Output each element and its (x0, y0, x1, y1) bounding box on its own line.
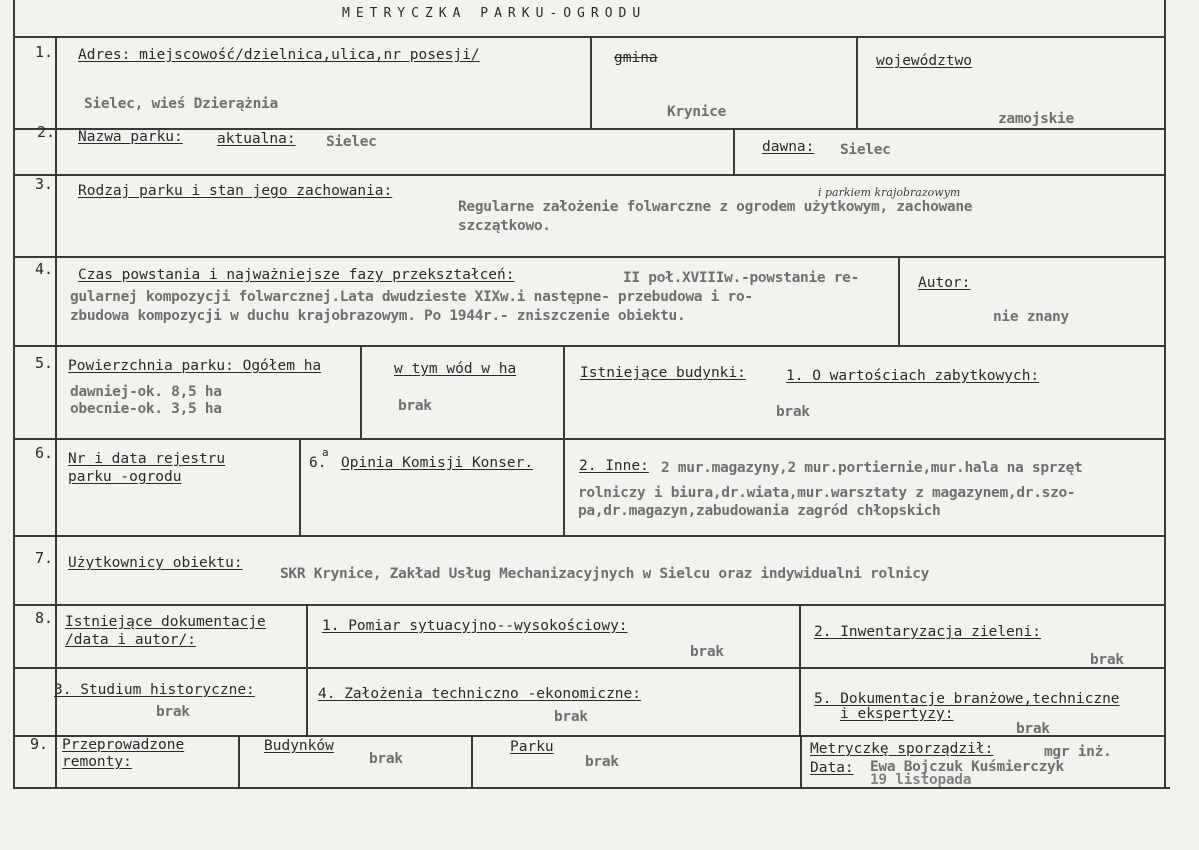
prepared-by-title: mgr inż. (1044, 744, 1112, 760)
users-label: Użytkownicy obiektu: (68, 555, 243, 571)
former-name-value: Sielec (840, 142, 891, 158)
section-number-9: 9. (30, 735, 49, 753)
col-sep-8b (799, 604, 801, 736)
buildings-label: Istniejące budynki: (580, 365, 746, 381)
water-label: w tym wód w ha (394, 361, 517, 377)
section-number-5: 5. (35, 354, 54, 372)
col-sep-1a (590, 36, 592, 129)
col-sep-9a (238, 735, 240, 788)
form-title: METRYCZKA PARKU-OGRODU (342, 6, 647, 21)
area-former-value: dawniej-ok. 8,5 ha (70, 384, 222, 400)
survey-label: 1. Pomiar sytuacyjno--wysokościowy: (322, 618, 628, 634)
col-sep-6 (299, 438, 301, 536)
opinion-number: 6. (309, 455, 327, 471)
frame-bottom (14, 787, 1170, 789)
area-current-value: obecnie-ok. 3,5 ha (70, 401, 222, 417)
col-sep-4 (898, 256, 900, 346)
prepared-by-label: Metryczkę sporządził: (810, 741, 994, 757)
voivodeship-label: województwo (876, 53, 973, 69)
prepared-by-name: Ewa Bojczuk Kuśmierczyk (870, 759, 1064, 775)
history-value-line1: II poł.XVIIIw.-powstanie re- (623, 270, 860, 286)
former-name-label: dawna: (762, 139, 815, 155)
historic-buildings-value: brak (776, 404, 810, 420)
opinion-superscript: a (322, 446, 329, 459)
current-name-value: Sielec (326, 134, 377, 150)
greenery-label: 2. Inwentaryzacja zieleni: (814, 624, 1041, 640)
users-value: SKR Krynice, Zakład Usług Mechanizacyjnych w Sielcu oraz indywidualni rolnicy (280, 566, 930, 582)
col-sep-9c (800, 735, 802, 788)
history-label: Czas powstania i najważniejsze fazy przekształceń: (78, 267, 515, 283)
author-label: Autor: (918, 275, 971, 291)
other-buildings-line1: 2 mur.magazyny,2 mur.portiernie,mur.hala na sprzęt (661, 460, 1083, 476)
section-number-1: 1. (35, 43, 54, 61)
other-buildings-line2: rolniczy i biura,dr.wiata,mur.warsztaty z magazynem,dr.szo- (578, 485, 1076, 501)
other-buildings-label: 2. Inne: (579, 458, 649, 474)
col-sep-9b (471, 735, 473, 788)
expertise-label-line2: i ekspertyzy: (840, 706, 954, 722)
register-label-line1: Nr i data rejestru (68, 451, 226, 467)
number-column-line (55, 36, 57, 788)
history-value-line2: gularnej kompozycji folwarcznej.Lata dwudzieste XIXw.i następne- przebudowa i ro- (70, 289, 753, 305)
expertise-value: brak (1016, 721, 1050, 737)
history-value-line3: zbudowa kompozycji w duchu krajobrazowym. Po 1944r.- zniszczenie obiektu. (70, 308, 686, 324)
other-buildings-line3: pa,dr.magazyn,zabudowania zagród chłopskich (578, 503, 941, 519)
frame-right (1164, 0, 1166, 789)
technical-economic-label: 4. Założenia techniczno -ekonomiczne: (318, 686, 642, 702)
voivodeship-value: zamojskie (998, 111, 1074, 127)
technical-economic-value: brak (554, 709, 588, 725)
section-number-3: 3. (35, 175, 54, 193)
section-number-8: 8. (35, 609, 54, 627)
row-sep-7 (14, 604, 1166, 606)
area-label: Powierzchnia parku: Ogółem ha (68, 358, 322, 374)
park-type-label: Rodzaj parku i stan jego zachowania: (78, 183, 393, 199)
gmina-label: gmina (614, 50, 658, 66)
date-label: Data: (810, 760, 854, 776)
historic-buildings-label: 1. O wartościach zabytkowych: (786, 368, 1040, 384)
row-sep-6 (14, 535, 1166, 537)
park-name-label: Nazwa parku: (78, 129, 183, 145)
gmina-value: Krynice (667, 104, 727, 120)
row-sep-5 (14, 438, 1166, 440)
repairs-label-line2: remonty: (62, 754, 132, 770)
historical-study-label: 3. Studium historyczne: (54, 682, 255, 698)
author-value: nie znany (993, 309, 1069, 325)
park-repairs-label: Parku (510, 739, 554, 755)
docs-label-line1: Istniejące dokumentacje (65, 614, 266, 630)
row-sep-3 (14, 256, 1166, 258)
section-number-7: 7. (35, 549, 54, 567)
col-sep-8a (306, 604, 308, 736)
col-sep-5b (563, 345, 565, 536)
repairs-label-line1: Przeprowadzone (62, 737, 185, 753)
section-number-2: 2. (37, 123, 56, 141)
address-value: Sielec, wieś Dzierążnia (84, 96, 278, 112)
current-name-label: aktualna: (217, 131, 296, 147)
water-value: brak (398, 398, 432, 414)
park-type-value-line2: szczątkowo. (458, 218, 551, 234)
handwritten-note: i parkiem krajobrazowym (818, 186, 961, 199)
col-sep-5a (360, 345, 362, 439)
register-label-line2: parku -ogrodu (68, 469, 182, 485)
address-label: Adres: miejscowość/dzielnica,ulica,nr posesji/ (78, 47, 480, 63)
historical-study-value: brak (156, 704, 190, 720)
opinion-label: Opinia Komisji Konser. (341, 455, 534, 471)
row-sep-8a (14, 667, 1166, 669)
col-sep-1b (856, 36, 858, 129)
survey-value: brak (690, 644, 724, 660)
row-sep-8 (14, 735, 1166, 737)
docs-label-line2: /data i autor/: (65, 632, 196, 648)
section-number-4: 4. (35, 260, 54, 278)
col-sep-2 (733, 128, 735, 175)
buildings-repairs-label: Budynków (264, 738, 334, 754)
row-sep-2 (14, 174, 1166, 176)
park-type-value-line1: Regularne założenie folwarczne z ogrodem użytkowym, zachowane (458, 199, 973, 215)
expertise-label-line1: 5. Dokumentacje branżowe,techniczne (814, 691, 1120, 707)
row-sep-4 (14, 345, 1166, 347)
park-repairs-value: brak (585, 754, 619, 770)
date-value: 19 listopada (870, 772, 972, 788)
buildings-repairs-value: brak (369, 751, 403, 767)
frame-left (13, 0, 15, 789)
greenery-value: brak (1090, 652, 1124, 668)
section-number-6: 6. (35, 444, 54, 462)
